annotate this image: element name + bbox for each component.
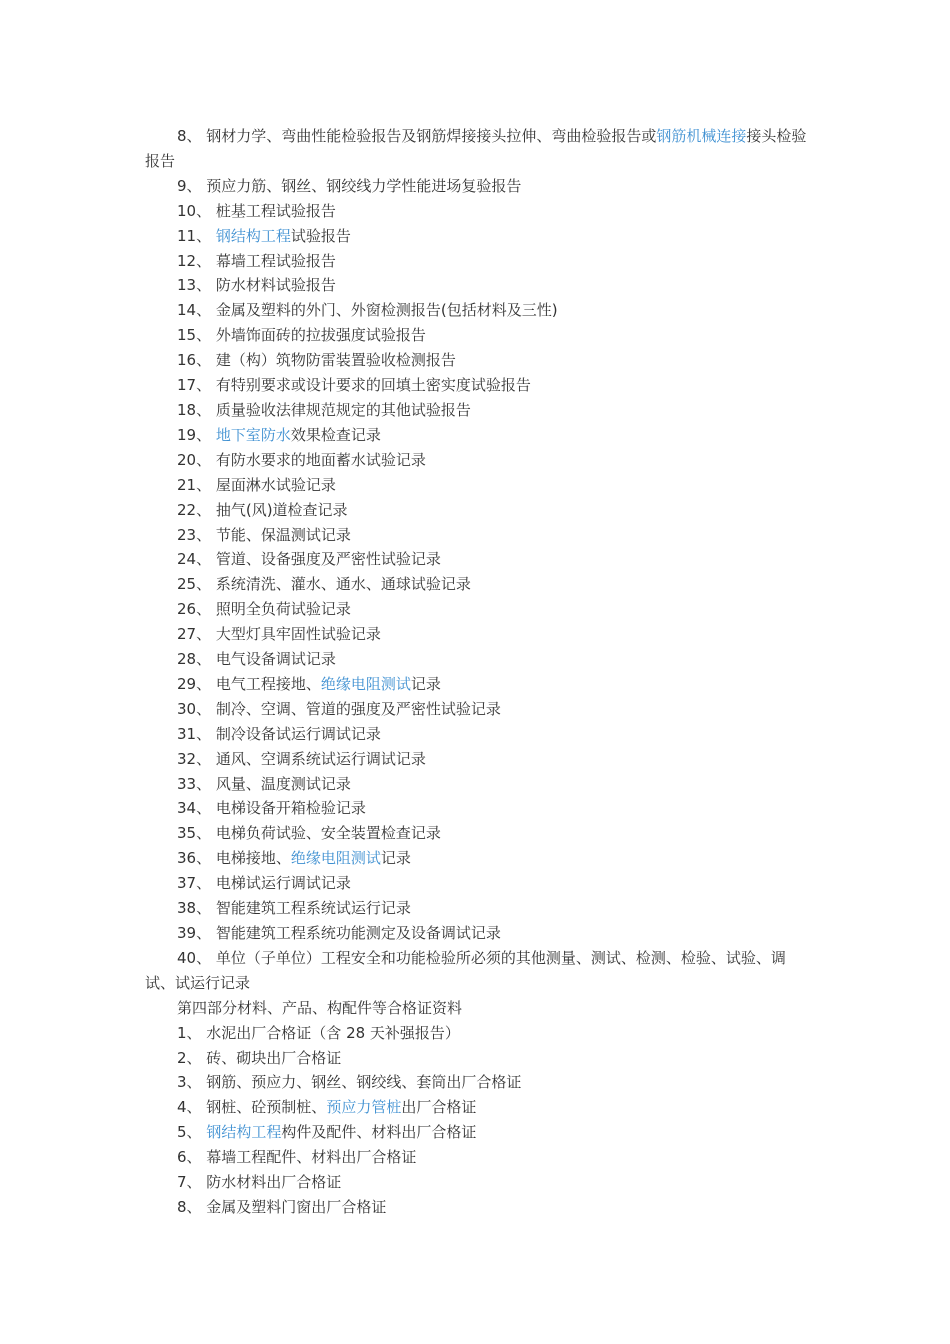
list-item bbox=[145, 448, 810, 473]
list-item bbox=[145, 323, 810, 348]
item-text: 13、 防水材料试验报告 bbox=[177, 276, 336, 295]
item-text: 构件及配件、材料出厂合格证 bbox=[281, 1123, 477, 1142]
item-text: 27、 大型灯具牢固性试验记录 bbox=[177, 625, 381, 644]
keyword-link[interactable]: 绝缘电阻测试 bbox=[320, 674, 411, 693]
item-text: 30、 制冷、空调、管道的强度及严密性试验记录 bbox=[177, 699, 501, 718]
list-item bbox=[145, 473, 810, 498]
item-text: 38、 智能建筑工程系统试运行记录 bbox=[177, 899, 411, 918]
list-item bbox=[145, 1170, 810, 1195]
item-text: 2、 砖、砌块出厂合格证 bbox=[177, 1048, 342, 1067]
item-text: 22、 抽气(风)道检查记录 bbox=[177, 500, 348, 519]
document-body bbox=[145, 124, 810, 1220]
item-text: 11、 bbox=[177, 226, 216, 245]
list-item bbox=[145, 896, 810, 921]
list-item bbox=[145, 124, 810, 174]
item-text: 23、 节能、保温测试记录 bbox=[177, 525, 351, 544]
item-text: 4、 钢桩、砼预制桩、 bbox=[177, 1098, 327, 1117]
keyword-link[interactable]: 地下室防水 bbox=[215, 425, 291, 444]
item-text: 7、 防水材料出厂合格证 bbox=[177, 1173, 342, 1192]
list-item bbox=[145, 373, 810, 398]
item-text: 37、 电梯试运行调试记录 bbox=[177, 874, 351, 893]
list-item bbox=[145, 846, 810, 871]
list-item bbox=[145, 298, 810, 323]
keyword-link[interactable]: 绝缘电阻测试 bbox=[290, 849, 381, 868]
item-text: 35、 电梯负荷试验、安全装置检查记录 bbox=[177, 824, 441, 843]
item-text: 18、 质量验收法律规范规定的其他试验报告 bbox=[177, 400, 471, 419]
item-text: 第四部分材料、产品、构配件等合格证资料 bbox=[177, 998, 463, 1017]
item-text: 3、 钢筋、预应力、钢丝、钢绞线、套筒出厂合格证 bbox=[177, 1073, 522, 1092]
list-item bbox=[145, 273, 810, 298]
list-item bbox=[145, 597, 810, 622]
item-text: 21、 屋面淋水试验记录 bbox=[177, 475, 336, 494]
item-text: 24、 管道、设备强度及严密性试验记录 bbox=[177, 550, 441, 569]
keyword-link[interactable]: 钢结构工程 bbox=[215, 226, 291, 245]
list-item bbox=[145, 1195, 810, 1220]
list-item bbox=[145, 946, 810, 996]
list-item bbox=[145, 672, 810, 697]
list-item bbox=[145, 523, 810, 548]
list-item bbox=[145, 249, 810, 274]
item-text: 接头检验报告 bbox=[145, 127, 807, 170]
item-text: 25、 系统清洗、灌水、通水、通球试验记录 bbox=[177, 575, 471, 594]
item-text: 15、 外墙饰面砖的拉拔强度试验报告 bbox=[177, 326, 426, 345]
list-item bbox=[145, 921, 810, 946]
item-text: 10、 桩基工程试验报告 bbox=[177, 201, 336, 220]
keyword-link[interactable]: 预应力管桩 bbox=[326, 1098, 402, 1117]
item-text: 14、 金属及塑料的外门、外窗检测报告(包括材料及三性) bbox=[177, 301, 558, 320]
list-item bbox=[145, 423, 810, 448]
item-text: 32、 通风、空调系统试运行调试记录 bbox=[177, 749, 426, 768]
list-item bbox=[145, 647, 810, 672]
item-text: 17、 有特别要求或设计要求的回填土密实度试验报告 bbox=[177, 376, 531, 395]
item-text: 效果检查记录 bbox=[290, 425, 381, 444]
list-item bbox=[145, 348, 810, 373]
list-item bbox=[145, 174, 810, 199]
item-text: 40、 单位（子单位）工程安全和功能检验所必须的其他测量、测试、检测、检验、试验、调试、试运行记录 bbox=[145, 948, 786, 992]
list-item bbox=[145, 224, 810, 249]
keyword-link[interactable]: 钢筋机械连接 bbox=[656, 127, 747, 145]
item-text: 36、 电梯接地、 bbox=[177, 849, 291, 868]
item-text: 29、 电气工程接地、 bbox=[177, 674, 321, 693]
item-text: 8、 金属及塑料门窗出厂合格证 bbox=[177, 1197, 387, 1216]
item-text: 8、 钢材力学、弯曲性能检验报告及钢筋焊接接头拉伸、弯曲检验报告或 bbox=[177, 127, 657, 145]
item-text: 6、 幕墙工程配件、材料出厂合格证 bbox=[177, 1148, 417, 1167]
item-text: 9、 预应力筋、钢丝、钢绞线力学性能进场复验报告 bbox=[177, 176, 522, 195]
list-item bbox=[145, 572, 810, 597]
list-item bbox=[145, 821, 810, 846]
list-item bbox=[145, 1120, 810, 1145]
list-item bbox=[145, 1145, 810, 1170]
list-item bbox=[145, 722, 810, 747]
item-text: 12、 幕墙工程试验报告 bbox=[177, 251, 336, 270]
list-item bbox=[145, 547, 810, 572]
item-text: 20、 有防水要求的地面蓄水试验记录 bbox=[177, 450, 426, 469]
item-text: 试验报告 bbox=[290, 226, 351, 245]
list-item bbox=[145, 871, 810, 896]
item-text: 记录 bbox=[410, 674, 441, 693]
list-item bbox=[145, 996, 810, 1021]
item-text: 记录 bbox=[380, 849, 411, 868]
list-item bbox=[145, 1046, 810, 1071]
list-item bbox=[145, 747, 810, 772]
list-item bbox=[145, 199, 810, 224]
list-item bbox=[145, 796, 810, 821]
item-text: 1、 水泥出厂合格证（含 28 天补强报告） bbox=[177, 1023, 460, 1042]
item-text: 28、 电气设备调试记录 bbox=[177, 650, 336, 669]
list-item bbox=[145, 622, 810, 647]
item-text: 31、 制冷设备试运行调试记录 bbox=[177, 724, 381, 743]
list-item bbox=[145, 1021, 810, 1046]
item-text: 39、 智能建筑工程系统功能测定及设备调试记录 bbox=[177, 924, 501, 942]
item-text: 34、 电梯设备开箱检验记录 bbox=[177, 799, 366, 818]
item-text: 出厂合格证 bbox=[401, 1098, 477, 1117]
item-text: 26、 照明全负荷试验记录 bbox=[177, 600, 351, 619]
list-item bbox=[145, 398, 810, 423]
list-item bbox=[145, 1095, 810, 1120]
item-text: 33、 风量、温度测试记录 bbox=[177, 774, 351, 793]
keyword-link[interactable]: 钢结构工程 bbox=[206, 1123, 282, 1142]
list-item bbox=[145, 498, 810, 523]
item-text: 16、 建（构）筑物防雷装置验收检测报告 bbox=[177, 351, 456, 370]
list-item bbox=[145, 697, 810, 722]
item-text: 5、 bbox=[177, 1123, 207, 1142]
list-item bbox=[145, 1070, 810, 1095]
list-item bbox=[145, 772, 810, 797]
item-text: 19、 bbox=[177, 425, 216, 444]
